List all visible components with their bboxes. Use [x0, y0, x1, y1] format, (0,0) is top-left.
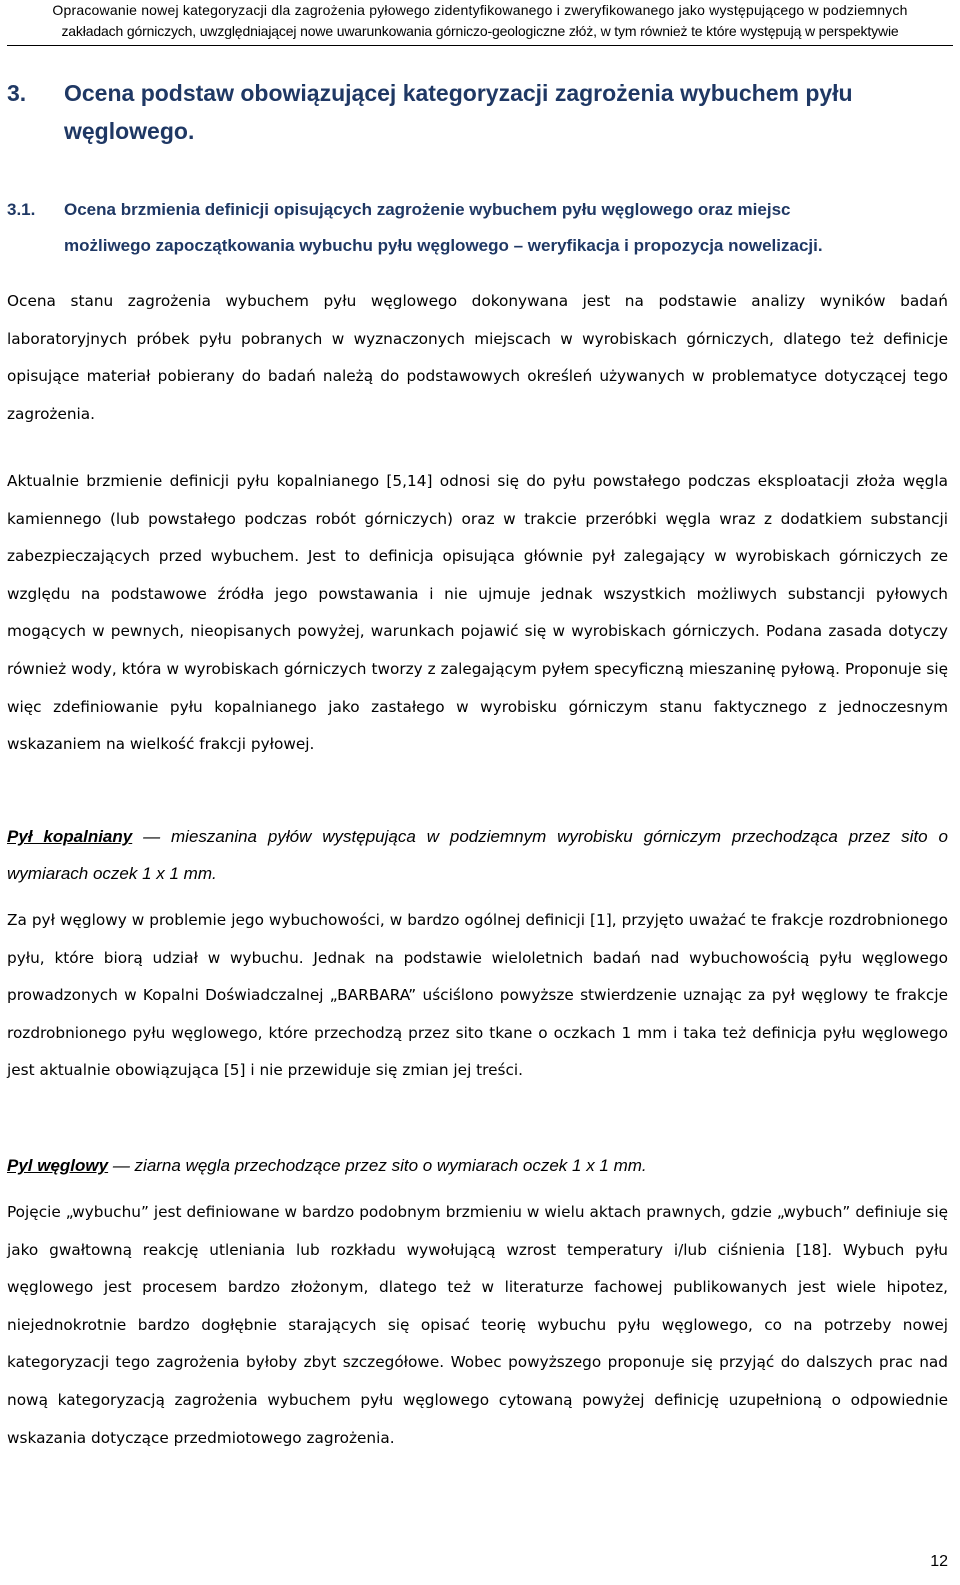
definition-coal-dust [7, 1147, 948, 1184]
definition-term: Pyl węglowy [7, 1156, 109, 1175]
paragraph-3: Za pył węglowy w problemie jego wybuchowości, w bardzo ogólnej definicji [1], przyjęto uważać te frakcje rozdrobnionego pyłu, które biorą udział w wybuchu. Jednak na podstawie wieloletnich badań nad wybuchowością pyłu węglowego prowadzonych w Kopalni Doświadczalnej „BARBARA” uściślono powyższe stwierdzenie uznając za pył węglowy te frakcje rozdrobnionego pyłu węglowego, które przechodzą przez sito tkane o oczkach 1 mm i taka też definicja pyłu węglowego jest aktualnie obowiązująca [5] i nie przewiduje się zmian jej treści. [7, 911, 948, 1080]
definition-text: — ziarna węgla przechodzące przez sito o wymiarach oczek 1 x 1 mm. [108, 1156, 647, 1175]
definition-term: Pył kopalniany [7, 827, 133, 846]
section-title-line-1: Ocena podstaw obowiązującej kategoryzacji zagrożenia wybuchem pyłu [64, 80, 853, 106]
paragraph-2: Aktualnie brzmienie definicji pyłu kopalnianego [5,14] odnosi się do pyłu powstałego podczas eksploatacji złoża węgla kamiennego (lub powstałego podczas robót górniczych) oraz w trakcie przeróbki węgla wraz z dodatkiem substancji zabezpieczających przed wybuchem. Jest to definicja opisująca głównie pył zalegający w wyrobiskach górniczych ze względu na podstawowe źródła jego powstawania i nie ujmuje jednak wszystkich możliwych substancji pyłowych mogących w pewnych, nieopisanych powyżej, warunkach pojawić się w wyrobiskach górniczych. Podana zasada dotyczy również wody, która w wyrobiskach górniczych tworzy z zalegającym pyłem specyficzną mieszaninę pyłową. Proponuje się więc zdefiniowanie pyłu kopalnianego jako zastałego w wyrobisku górniczym stanu faktycznego z jednoczesnym wskazaniem na wielkość frakcji pyłowej. [7, 472, 948, 754]
subsection-title-line-1: Ocena brzmienia definicji opisujących zagrożenie wybuchem pyłu węglowego oraz miejsc [64, 200, 791, 219]
paragraph-4: Pojęcie „wybuchu” jest definiowane w bardzo podobnym brzmieniu w wielu aktach prawnych, gdzie „wybuch” definiuje się jako gwałtowną reakcję utleniania lub rozkładu wywołującą wzrost temperatury i/lub ciśnienia [18]. Wybuch pyłu węglowego jest procesem bardzo złożonym, dlatego też w literaturze fachowej publikowanych jest wiele hipotez, niejednokrotnie bardzo dogłębnie starających się opisać teorię wybuchu pyłu węglowego, co na potrzeby nowej kategoryzacji tego zagrożenia byłoby zbyt szczegółowe. Wobec powyższego proponuje się przyjąć do dalszych prac nad nową kategoryzacją zagrożenia wybuchem pyłu węglowego cytowaną powyżej definicję uzupełnioną o odpowiednie wskazania dotyczące przedmiotowego zagrożenia. [7, 1203, 948, 1447]
running-header-line-1: Opracowanie nowej kategoryzacji dla zagrożenia pyłowego zidentyfikowanego i zweryfikowanego jako występującego w podziemnych [52, 2, 908, 18]
definition-text: — mieszanina pyłów występująca w podziemnym wyrobisku górniczym przechodząca przez sito o wymiarach oczek 1 x 1 mm. [7, 827, 948, 883]
running-header-line-2: zakładach górniczych, uwzględniającej nowe uwarunkowania górniczo-geologiczne złóż, w tym również te które występują w perspektywie [61, 23, 899, 39]
definition-dust-mine [7, 818, 948, 892]
page-number: 12 [930, 1553, 948, 1570]
section-number: 3. [7, 80, 27, 106]
header-divider [7, 45, 953, 46]
subsection-title-line-2: możliwego zapoczątkowania wybuchu pyłu węglowego – weryfikacja i propozycja nowelizacji. [64, 236, 823, 255]
subsection-number: 3.1. [7, 200, 36, 219]
section-heading [7, 74, 951, 150]
subsection-heading [7, 192, 951, 264]
section-title-line-2: węglowego. [64, 118, 195, 144]
running-header [7, 0, 953, 42]
paragraph-1: Ocena stanu zagrożenia wybuchem pyłu węglowego dokonywana jest na podstawie analizy wyników badań laboratoryjnych próbek pyłu pobranych w wyznaczonych miejscach w wyrobiskach górniczych, dlatego też definicje opisujące materiał pobierany do badań należą do podstawowych określeń używanych w problematyce dotyczącej tego zagrożenia. [7, 292, 948, 423]
